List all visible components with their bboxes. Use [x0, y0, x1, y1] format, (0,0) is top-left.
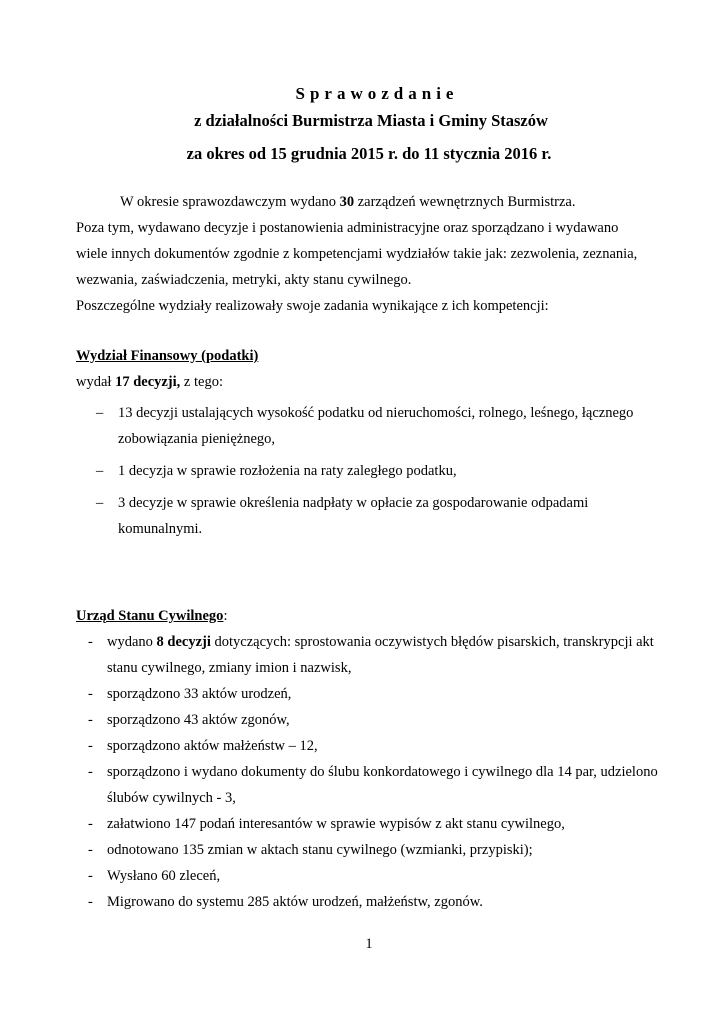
bullet-dash: – — [96, 405, 104, 421]
bullet-dash: - — [88, 868, 93, 884]
bullet-dash: - — [88, 634, 93, 650]
intro-line-3: wiele innych dokumentów zgodnie z kompetencjami wydziałów takie jak: zezwolenia, zeznania, — [76, 246, 638, 262]
bullet-dash: - — [88, 842, 93, 858]
page-number: 1 — [365, 936, 373, 952]
document-page: Sprawozdanie z działalności Burmistrza Miasta i Gminy Staszów za okres od 15 grudnia 2015 r. do 11 stycznia 2016 r. W okresie sprawozdawczym wydano 30 zarządzeń wewnętrznych Burmistrza. Poza tym, wydawano decyzje i postanowienia administracyjne oraz sporządzano i wydawano wiele innych dokumentów zgodnie z kompetencjami wydziałów takie jak: zezwolenia, zeznania, wezwania, zaświadczenia, metryki, akty stanu cywilnego. Poszczególne wydziały realizowały swoje zadania wynikające z ich kompetencji: Wydział Finansowy (podatki) wydał 17 decyzji, z tego: – 13 decyzji ustalających wysokość podatku od nieruchomości, rolnego, leśnego, łącznego zobowiązania pieniężnego, – 1 decyzja w sprawie rozłożenia na raty zaległego podatku, – 3 decyzje w sprawie określenia nadpłaty w opłacie za gospodarowanie odpadami komunalnymi. Urząd Stanu Cywilnego: - wydano 8 decyzji dotyczących: sprostowania oczywistych błędów pisarskich, transkrypcji akt stanu cywilnego, zmiany imion i nazwisk, - sporządzono 33 aktów urodzeń, - sporządzono 43 aktów zgonów, - sporządzono aktów małżeństw – 12, - sporządzono i wydano dokumenty do ślubu konkordatowego i cywilnego dla 14 par, udzielono ślubów cywilnych - 3, - załatwiono 147 podań interesantów w sprawie wypisów z akt stanu cywilnego, - odnotowano 135 zmian w aktach stanu cywilnego (wzmianki, przypiski); - Wysłano 60 zleceń, - Migrowano do systemu 285 aktów urodzeń, małżeństw, zgonów. 1 — [0, 0, 724, 1024]
bullet-dash: – — [96, 495, 104, 511]
intro-line-1: W okresie sprawozdawczym wydano 30 zarządzeń wewnętrznych Burmistrza. — [120, 194, 576, 210]
intro-line-5: Poszczególne wydziały realizowały swoje zadania wynikające z ich kompetencji: — [76, 298, 549, 314]
finance-summary: wydał 17 decyzji, z tego: — [76, 374, 223, 390]
bullet-dash: - — [88, 712, 93, 728]
usc-item-1-cont: stanu cywilnego, zmiany imion i nazwisk, — [107, 660, 352, 676]
finance-item-1-cont: zobowiązania pieniężnego, — [118, 431, 276, 447]
finance-item-3-cont: komunalnymi. — [118, 521, 203, 537]
intro-line-2: Poza tym, wydawano decyzje i postanowienia administracyjne oraz sporządzano i wydawano — [76, 220, 619, 236]
bullet-dash: - — [88, 764, 93, 780]
document-title: Sprawozdanie — [295, 84, 459, 103]
document-subtitle: z działalności Burmistrza Miasta i Gminy Staszów — [194, 111, 548, 130]
bullet-dash: - — [88, 816, 93, 832]
bullet-dash: – — [96, 463, 104, 479]
bullet-dash: - — [88, 686, 93, 702]
intro-line-4: wezwania, zaświadczenia, metryki, akty stanu cywilnego. — [76, 272, 412, 288]
usc-item-5-cont: ślubów cywilnych - 3, — [107, 790, 236, 806]
usc-heading: Urząd Stanu Cywilnego: — [76, 608, 228, 624]
document-period: za okres od 15 grudnia 2015 r. do 11 stycznia 2016 r. — [186, 144, 552, 163]
bullet-dash: - — [88, 738, 93, 754]
bullet-dash: - — [88, 894, 93, 910]
finance-heading: Wydział Finansowy (podatki) — [76, 348, 259, 364]
